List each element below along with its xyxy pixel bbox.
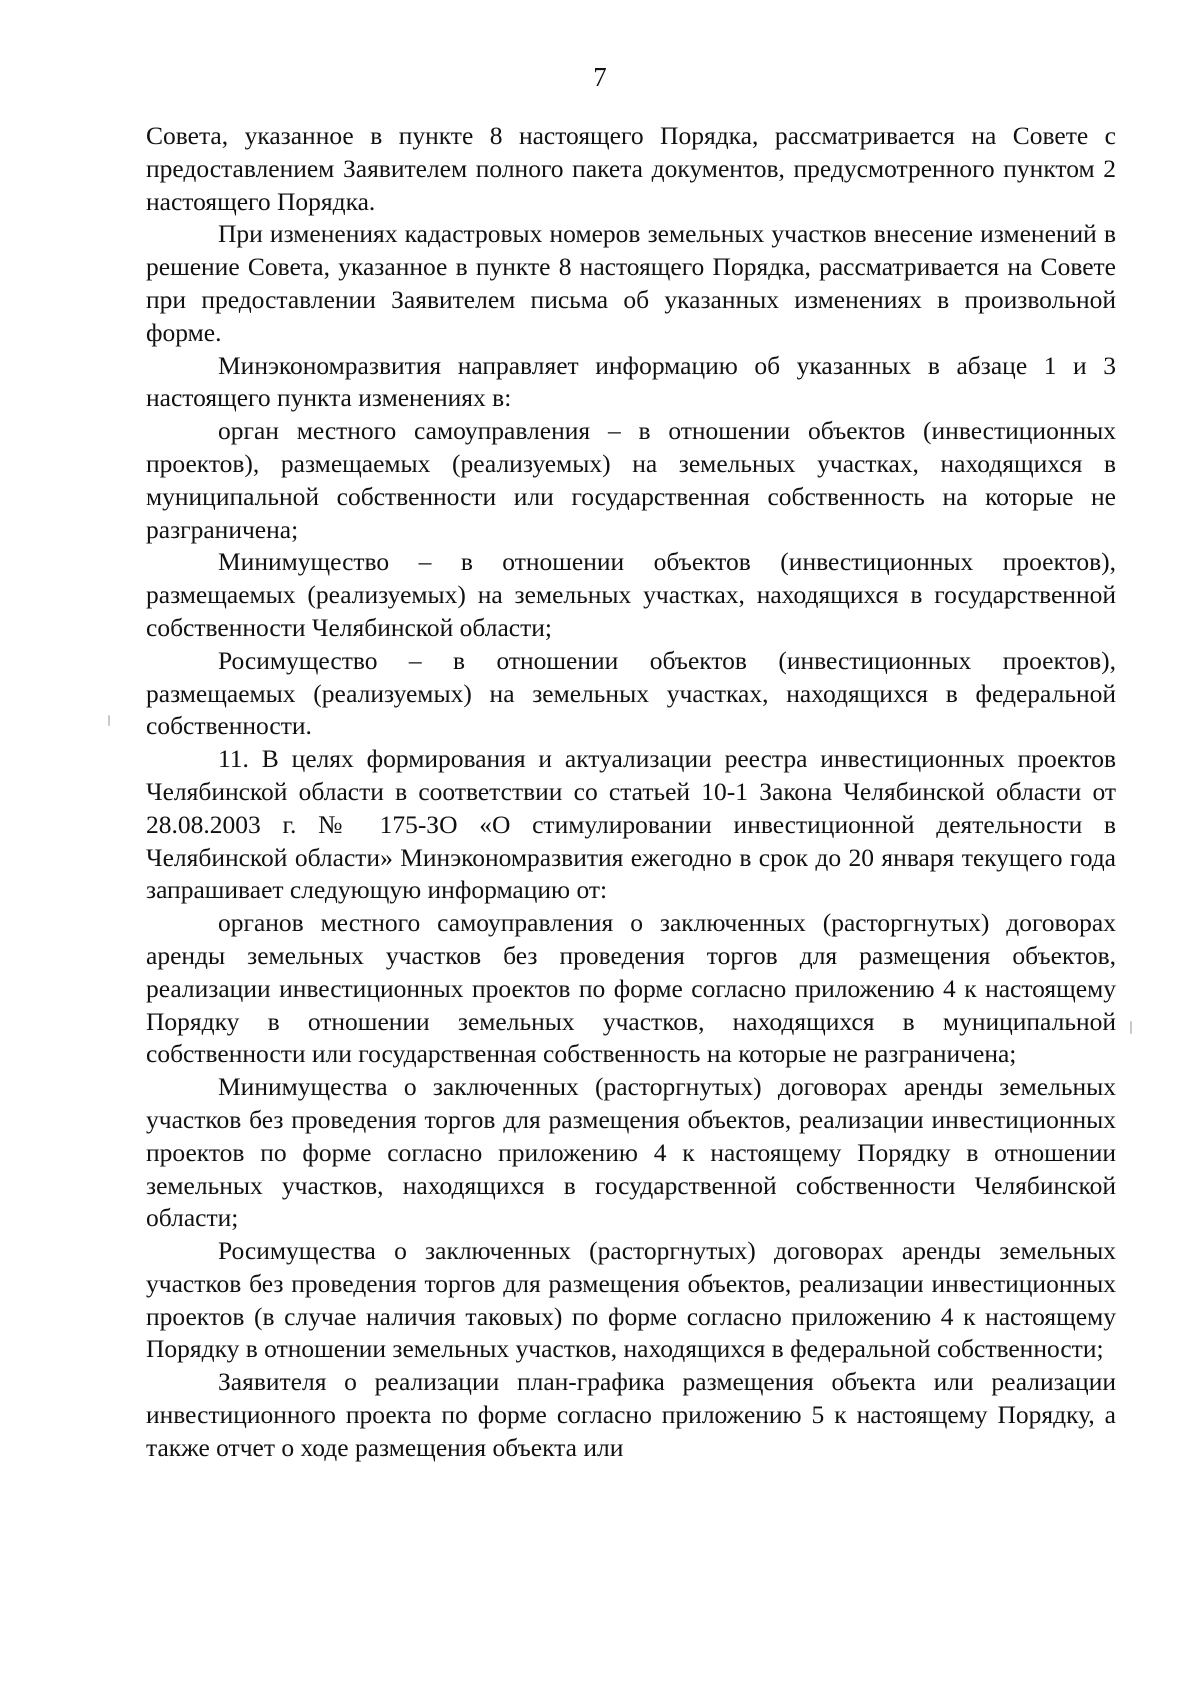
document-body: [146, 120, 1116, 1465]
scan-mark: [1130, 1021, 1132, 1034]
paragraph: Росимущества о заключенных (расторгнутых) договорах аренды земельных участков без проведения торгов для размещения объектов, реализации инвестиционных проектов (в случае наличия таковых) по форме согласно приложению 4 к настоящему Порядку в отношении земельных участков, находящихся в федеральной собственности;: [146, 1236, 1116, 1364]
paragraph: орган местного самоуправления – в отношении объектов (инвестиционных проектов), размещаемых (реализуемых) на земельных участках, находящихся в муниципальной собственности или государственная собственность на которые не разграничена;: [146, 416, 1116, 544]
paragraph: Росимущество – в отношении объектов (инвестиционных проектов), размещаемых (реализуемых) на земельных участках, находящихся в федеральной собственности.: [146, 645, 1116, 741]
page-number: 7: [593, 62, 607, 92]
paragraph: При изменениях кадастровых номеров земельных участков внесение изменений в решение Совета, указанное в пункте 8 настоящего Порядка, рассматривается на Совете при предоставлении Заявителем письма об указанных изменениях в произвольной форме.: [146, 219, 1116, 347]
paragraph: Заявителя о реализации план-графика размещения объекта или реализации инвестиционного проекта по форме согласно приложению 5 к настоящему Порядку, а также отчет о ходе размещения объекта или: [146, 1367, 1116, 1462]
paragraph: Совета, указанное в пункте 8 настоящего Порядка, рассматривается на Совете с предоставлением Заявителем полного пакета документов, предусмотренного пунктом 2 настоящего Порядка.: [146, 121, 1116, 216]
scan-mark: [108, 715, 110, 726]
paragraph: органов местного самоуправления о заключенных (расторгнутых) договорах аренды земельных участков без проведения торгов для размещения объектов, реализации инвестиционных проектов по форме согласно приложению 4 к настоящему Порядку в отношении земельных участков, находящихся в муниципальной собственности или государственная собственность на которые не разграничена;: [146, 908, 1116, 1069]
paragraph: Минимущество – в отношении объектов (инвестиционных проектов), размещаемых (реализуемых) на земельных участках, находящихся в государственной собственности Челябинской области;: [146, 547, 1116, 642]
paragraph: Минимущества о заключенных (расторгнутых) договорах аренды земельных участков без проведения торгов для размещения объектов, реализации инвестиционных проектов по форме согласно приложению 4 к настоящему Порядку в отношении земельных участков, находящихся в государственной собственности Челябинской области;: [146, 1072, 1116, 1233]
paragraph: Минэкономразвития направляет информацию об указанных в абзаце 1 и 3 настоящего пункта изменениях в:: [146, 350, 1116, 413]
paragraph: 11. В целях формирования и актуализации реестра инвестиционных проектов Челябинской области в соответствии со статьей 10-1 Закона Челябинской области от 28.08.2003 г. № 175-ЗО «О стимулировании инвестиционной деятельности в Челябинской области» Минэкономразвития ежегодно в срок до 20 января текущего года запрашивает следующую информацию от:: [146, 744, 1116, 905]
